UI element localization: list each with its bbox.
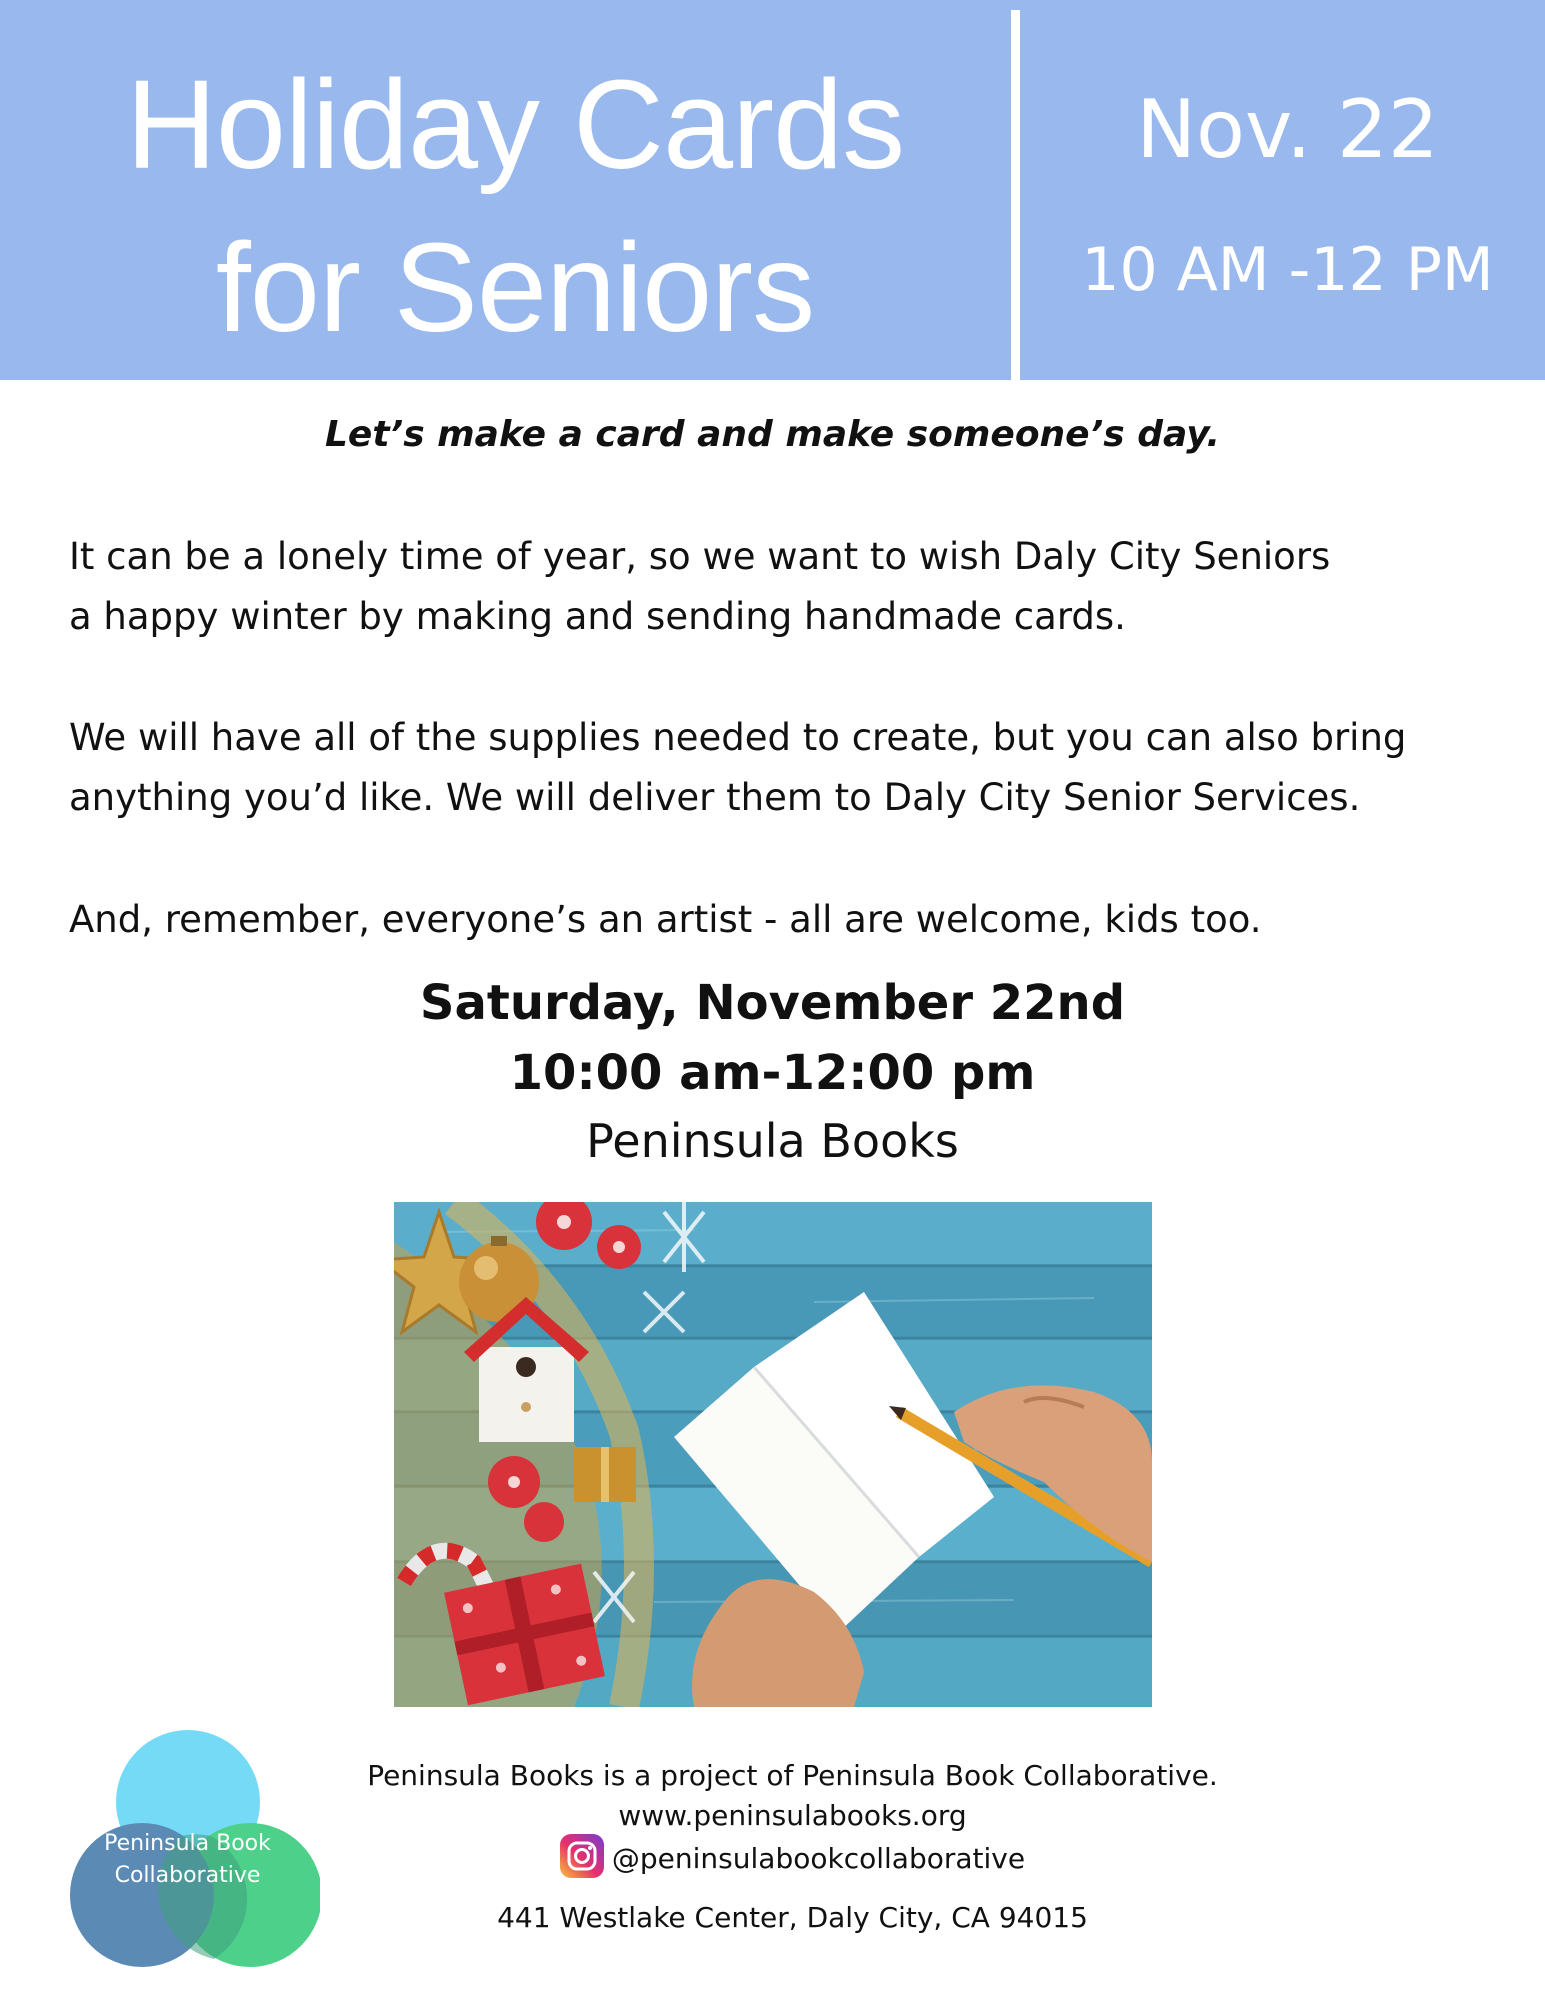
header-banner — [0, 0, 1545, 380]
instagram-handle[interactable]: @peninsulabookcollaborative — [611, 1842, 1026, 1875]
event-time: 10:00 am-12:00 pm — [509, 1045, 1036, 1101]
logo-text-line-2: Collaborative — [114, 1863, 261, 1888]
event-location: Peninsula Books — [586, 1114, 959, 1168]
holiday-card-photo — [394, 1202, 1152, 1707]
supplies-paragraph — [69, 708, 1489, 828]
event-title-line-2: for Seniors — [215, 217, 815, 358]
logo-text-line-1: Peninsula Book — [104, 1831, 271, 1856]
header-divider — [1011, 10, 1020, 380]
welcome-paragraph — [69, 890, 1489, 950]
logo-text — [60, 1828, 315, 1892]
instagram-icon — [560, 1834, 604, 1878]
paragraph-line: a happy winter by making and sending handmade cards. — [69, 595, 1126, 638]
event-title-line-1: Holiday Cards — [125, 54, 905, 195]
project-statement: Peninsula Books is a project of Peninsula Book Collaborative. — [367, 1759, 1218, 1792]
intro-paragraph — [69, 527, 1489, 647]
paragraph-line: It can be a lonely time of year, so we want to wish Daly City Seniors — [69, 535, 1331, 578]
paragraph-line: And, remember, everyone’s an artist - all are welcome, kids too. — [69, 898, 1262, 941]
paragraph-line: We will have all of the supplies needed to create, but you can also bring — [69, 716, 1407, 759]
address: 441 Westlake Center, Daly City, CA 94015 — [497, 1901, 1088, 1934]
paragraph-line: anything you’d like. We will deliver them to Daly City Senior Services. — [69, 776, 1361, 819]
event-date: Saturday, November 22nd — [419, 975, 1126, 1031]
website-link[interactable]: www.peninsulabooks.org — [618, 1799, 967, 1832]
header-time: 10 AM -12 PM — [1081, 235, 1494, 305]
header-date: Nov. 22 — [1136, 83, 1439, 176]
instagram-line[interactable] — [320, 1838, 1265, 1882]
tagline: Let’s make a card and make someone’s day. — [324, 414, 1221, 455]
